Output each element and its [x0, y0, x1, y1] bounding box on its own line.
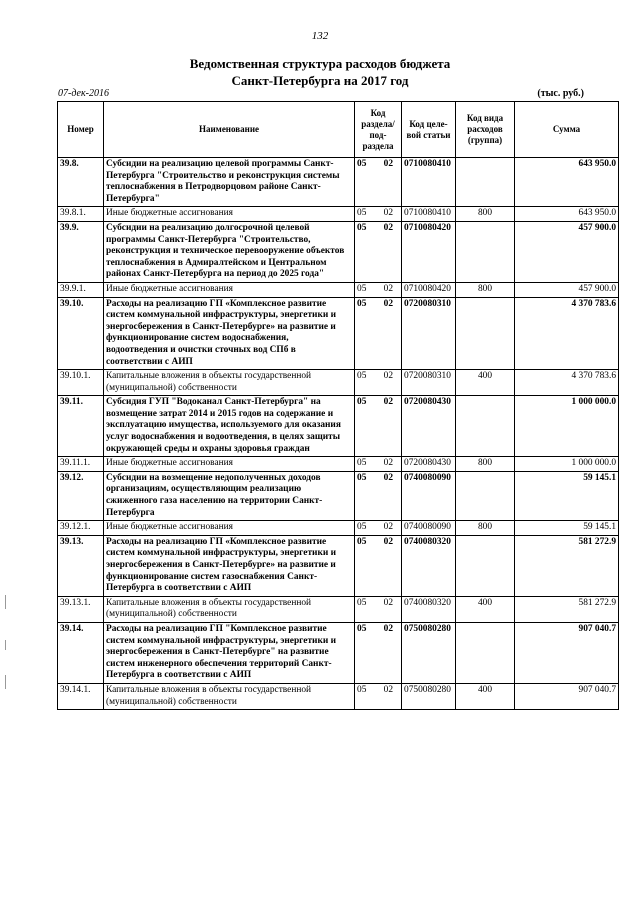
row-number: 39.14.	[58, 622, 104, 683]
row-name: Иные бюджетные ассигнования	[104, 521, 355, 536]
row-expense-kind: 400	[456, 683, 515, 709]
row-section-code	[355, 221, 402, 282]
section-code: 05	[357, 159, 367, 169]
row-number: 39.9.1.	[58, 282, 104, 297]
row-article-code: 0710080410	[402, 207, 456, 222]
row-article-code: 0750080280	[402, 683, 456, 709]
subsection-code: 02	[383, 597, 393, 608]
row-expense-kind	[456, 297, 515, 370]
row-sum: 581 272.9	[515, 535, 619, 596]
row-sum: 4 370 783.6	[515, 297, 619, 370]
row-name: Субсидии на реализацию целевой программы Санкт-Петербурга "Строительство и реконструкция системы теплоснабжения в Петродворцовом районе Санкт-Петербурга"	[104, 158, 355, 207]
header-name: Наименование	[104, 102, 355, 158]
row-name: Иные бюджетные ассигнования	[104, 207, 355, 222]
section-code: 05	[357, 597, 367, 608]
row-number: 39.10.1.	[58, 370, 104, 396]
section-code: 05	[357, 472, 367, 483]
section-code: 05	[357, 536, 367, 547]
row-name: Капитальные вложения в объекты государственной (муниципальной) собственности	[104, 370, 355, 396]
section-code: 05	[357, 458, 367, 469]
row-number: 39.12.	[58, 471, 104, 520]
section-code: 05	[357, 208, 367, 219]
table-row	[58, 535, 619, 596]
document-title	[0, 55, 640, 89]
subsection-code: 02	[383, 222, 393, 233]
row-section-code	[355, 596, 402, 622]
row-expense-kind: 800	[456, 207, 515, 222]
row-article-code: 0720080310	[402, 297, 456, 370]
row-number: 39.11.	[58, 396, 104, 457]
row-name: Расходы на реализацию ГП "Комплексное развитие систем коммунальной инфраструктуры, энергетики и энергосбережения в Санкт-Петербурге" на развитие систем инженерного обеспечения территорий Санкт-Петербурга в соответствии с АИП	[104, 622, 355, 683]
row-section-code	[355, 535, 402, 596]
row-section-code	[355, 457, 402, 472]
document-date: 07-дек-2016	[58, 88, 109, 99]
row-sum: 59 145.1	[515, 471, 619, 520]
subsection-code: 02	[383, 283, 393, 294]
row-name: Расходы на реализацию ГП «Комплексное развитие систем коммунальной инфраструктуры, энергетики и энергосбережения в Санкт-Петербурге» на развитие и функционирование систем газоснабжения Санкт-Петербурга в соответствии с АИП	[104, 535, 355, 596]
row-name: Иные бюджетные ассигнования	[104, 457, 355, 472]
subsection-code: 02	[383, 623, 393, 634]
title-line-1: Ведомственная структура расходов бюджета	[189, 56, 451, 71]
row-section-code	[355, 622, 402, 683]
subsection-code: 02	[383, 298, 393, 309]
row-sum: 643 950.0	[515, 158, 619, 207]
row-expense-kind: 800	[456, 457, 515, 472]
row-name: Капитальные вложения в объекты государственной (муниципальной) собственности	[104, 596, 355, 622]
row-number: 39.8.1.	[58, 207, 104, 222]
section-code: 05	[357, 397, 367, 408]
section-code: 05	[357, 684, 367, 695]
subsection-code: 02	[383, 208, 393, 219]
row-number: 39.14.1.	[58, 683, 104, 709]
row-name: Капитальные вложения в объекты государственной (муниципальной) собственности	[104, 683, 355, 709]
table-row	[58, 471, 619, 520]
row-article-code: 0720080430	[402, 396, 456, 457]
row-expense-kind	[456, 622, 515, 683]
section-code: 05	[357, 522, 367, 533]
row-expense-kind: 400	[456, 596, 515, 622]
row-article-code: 0740080090	[402, 471, 456, 520]
table-row	[58, 221, 619, 282]
row-section-code	[355, 683, 402, 709]
row-sum: 1 000 000.0	[515, 457, 619, 472]
row-expense-kind	[456, 471, 515, 520]
row-article-code: 0740080090	[402, 521, 456, 536]
table-header	[58, 102, 619, 158]
units-label: (тыс. руб.)	[537, 88, 584, 99]
table-row	[58, 457, 619, 472]
row-sum: 4 370 783.6	[515, 370, 619, 396]
subsection-code: 02	[383, 522, 393, 533]
row-article-code: 0710080420	[402, 282, 456, 297]
subsection-code: 02	[383, 458, 393, 469]
row-sum: 457 900.0	[515, 221, 619, 282]
row-article-code: 0750080280	[402, 622, 456, 683]
section-code: 05	[357, 283, 367, 294]
header-article: Код целе-вой статьи	[402, 102, 456, 158]
row-name: Иные бюджетные ассигнования	[104, 282, 355, 297]
subsection-code: 02	[383, 536, 393, 547]
row-name: Субсидии на возмещение недополученных доходов организациям, осуществляющим реализацию сжиженного газа населению на территории Санкт-Петербурга	[104, 471, 355, 520]
table-row	[58, 158, 619, 207]
page-number: 132	[311, 30, 329, 42]
row-expense-kind: 800	[456, 521, 515, 536]
row-section-code	[355, 471, 402, 520]
row-name: Расходы на реализацию ГП «Комплексное развитие систем коммунальной инфраструктуры, энергетики и энергосбережения в Санкт-Петербурге» на развитие и функционирование систем водоснабжения, водоотведения и очистки сточных вод СПб в соответствии с АИП	[104, 297, 355, 370]
row-sum: 1 000 000.0	[515, 396, 619, 457]
row-name: Субсидия ГУП "Водоканал Санкт-Петербурга" на возмещение затрат 2014 и 2015 годов на содержание и эксплуатацию имущества, используемого для оказания услуг водоснабжения и водоотведения, в целях защиты окружающей среды и охраны здоровья граждан	[104, 396, 355, 457]
row-expense-kind	[456, 535, 515, 596]
row-section-code	[355, 207, 402, 222]
row-expense-kind: 800	[456, 282, 515, 297]
row-expense-kind	[456, 396, 515, 457]
row-expense-kind	[456, 158, 515, 207]
table-row	[58, 521, 619, 536]
subsection-code: 02	[383, 472, 393, 483]
row-section-code	[355, 521, 402, 536]
row-number: 39.13.1.	[58, 596, 104, 622]
header-section: Код раздела/ под-раздела	[355, 102, 402, 158]
section-code: 05	[357, 623, 367, 634]
row-section-code	[355, 297, 402, 370]
budget-table	[57, 101, 619, 710]
subsection-code: 02	[383, 684, 393, 695]
table-row	[58, 596, 619, 622]
row-number: 39.12.1.	[58, 521, 104, 536]
row-section-code	[355, 282, 402, 297]
header-kind: Код вида расходов (группа)	[456, 102, 515, 158]
row-sum: 907 040.7	[515, 683, 619, 709]
section-code: 05	[357, 371, 367, 382]
row-sum: 581 272.9	[515, 596, 619, 622]
row-expense-kind: 400	[456, 370, 515, 396]
row-sum: 643 950.0	[515, 207, 619, 222]
table-row	[58, 396, 619, 457]
row-number: 39.8.	[58, 158, 104, 207]
row-article-code: 0740080320	[402, 596, 456, 622]
table-row	[58, 207, 619, 222]
row-sum: 59 145.1	[515, 521, 619, 536]
table-row	[58, 683, 619, 709]
row-number: 39.10.	[58, 297, 104, 370]
binding-mark	[5, 595, 6, 609]
subsection-code: 02	[383, 159, 393, 169]
binding-mark	[5, 640, 6, 650]
table-row	[58, 622, 619, 683]
row-article-code: 0720080310	[402, 370, 456, 396]
row-sum: 457 900.0	[515, 282, 619, 297]
section-code: 05	[357, 222, 367, 233]
subsection-code: 02	[383, 397, 393, 408]
section-code: 05	[357, 298, 367, 309]
table-row	[58, 282, 619, 297]
table-row	[58, 297, 619, 370]
row-section-code	[355, 370, 402, 396]
subsection-code: 02	[383, 371, 393, 382]
row-number: 39.13.	[58, 535, 104, 596]
table-body	[58, 158, 619, 710]
binding-mark	[5, 675, 6, 689]
table-row	[58, 370, 619, 396]
row-article-code: 0720080430	[402, 457, 456, 472]
row-number: 39.9.	[58, 221, 104, 282]
header-number: Номер	[58, 102, 104, 158]
title-line-2: Санкт-Петербурга на 2017 год	[231, 73, 409, 88]
row-name: Субсидии на реализацию долгосрочной целевой программы Санкт-Петербурга "Строительство, реконструкция и техническое перевооружение объектов теплоснабжения в Адмиралтейском и Центральном районах Санкт-Петербурга на период до 2025 года"	[104, 221, 355, 282]
row-expense-kind	[456, 221, 515, 282]
row-number: 39.11.1.	[58, 457, 104, 472]
row-section-code	[355, 158, 402, 207]
header-sum: Сумма	[515, 102, 619, 158]
row-section-code	[355, 396, 402, 457]
row-article-code: 0710080420	[402, 221, 456, 282]
row-sum: 907 040.7	[515, 622, 619, 683]
row-article-code: 0710080410	[402, 158, 456, 207]
row-article-code: 0740080320	[402, 535, 456, 596]
